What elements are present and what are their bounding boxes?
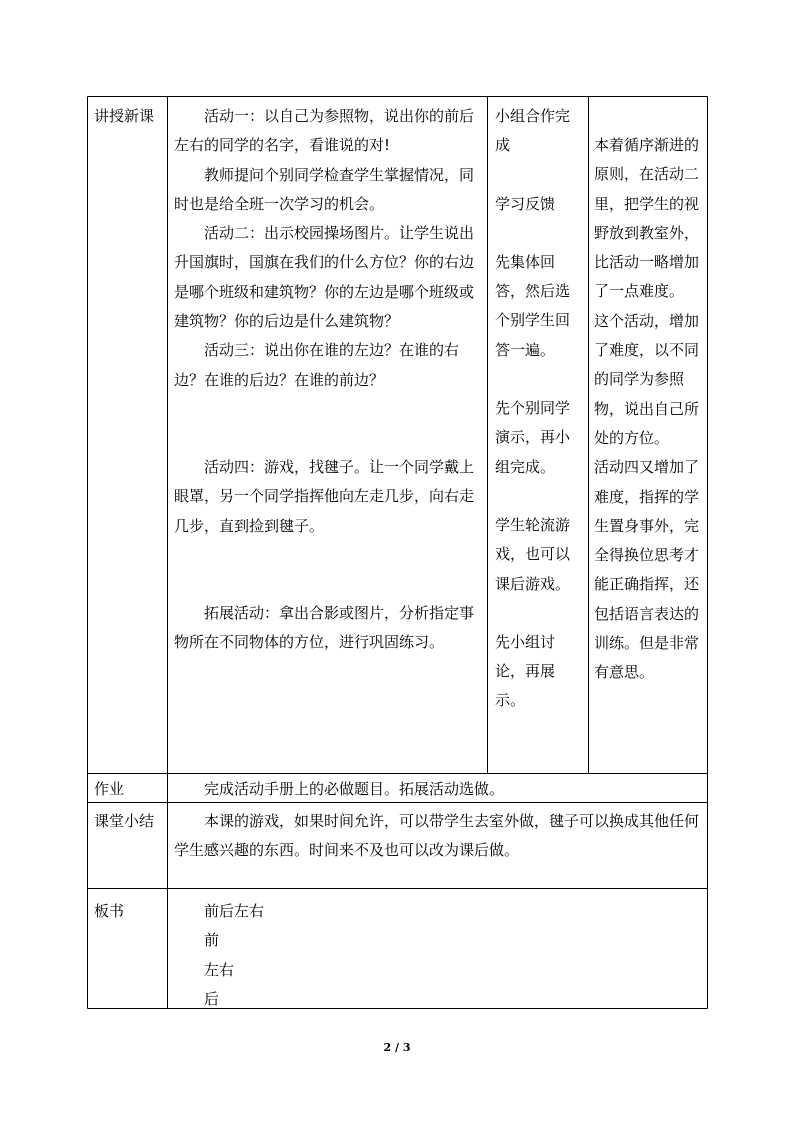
paragraph: 先小组讨论，再展示。 bbox=[495, 632, 556, 710]
paragraph: 小组合作完成 bbox=[495, 107, 571, 155]
paragraph: 学生轮流游戏，也可以课后游戏。 bbox=[495, 515, 571, 593]
paragraph: 拓展活动：拿出合影或图片，分析指定事物所在不同物体的方位，进行巩固练习。 bbox=[174, 603, 475, 652]
spacer bbox=[495, 482, 583, 511]
board-line: 左右 bbox=[204, 960, 235, 979]
paragraph: 活动一：以自己为参照物，说出你的前后左右的同学的名字，看谁说的对! bbox=[174, 107, 475, 155]
spacer bbox=[495, 599, 583, 628]
spacer bbox=[174, 541, 480, 599]
paragraph: 先个别同学演示，再小组完成。 bbox=[495, 399, 571, 476]
spacer bbox=[495, 365, 583, 394]
spacer bbox=[594, 102, 702, 131]
board-line: 后 bbox=[204, 989, 220, 1008]
design-notes bbox=[594, 102, 702, 688]
student-activity bbox=[495, 102, 583, 716]
paragraph: 活动三：说出你在谁的左边？在谁的右边？在谁的后边？在谁的前边？ bbox=[174, 341, 460, 389]
board-line: 前 bbox=[204, 931, 220, 950]
paragraph: 活动二：出示校园操场图片。让学生说出升国旗时，国旗在我们的什么方位？你的右边是哪个班级和建筑物？你的左边是哪个班级或建筑物？你的后边是什么建筑物？ bbox=[174, 224, 475, 331]
summary-label: 课堂小结 bbox=[94, 812, 155, 830]
spacer bbox=[495, 161, 583, 190]
paragraph: 活动四：游戏，找毽子。让一个同学戴上眼罩，另一个同学指挥他向左走几步，向右走几步，直到捡到毽子。 bbox=[174, 457, 475, 535]
lesson-label: 讲授新课 bbox=[94, 107, 155, 125]
homework-label: 作业 bbox=[94, 780, 125, 798]
summary-text: 本课的游戏，如果时间允许，可以带学生去室外做，毽子可以换成其他任何学生感兴趣的东西。时间来不及也可以改为课后做。 bbox=[174, 812, 700, 860]
board-label: 板书 bbox=[94, 902, 125, 920]
paragraph: 学习反馈 bbox=[495, 194, 556, 213]
paragraph: 本着循序渐进的原则，在活动二里，把学生的视野放到教室外，比活动一略增加了一点难度。 bbox=[594, 136, 700, 301]
paragraph: 这个活动，增加了难度，以不同的同学为参照物，说出自己所处的方位。 bbox=[594, 311, 700, 447]
homework-text: 完成活动手册上的必做题目。拓展活动选做。 bbox=[204, 780, 505, 798]
spacer bbox=[495, 219, 583, 248]
paragraph: 先集体回答，然后选个别学生回答一遍。 bbox=[495, 252, 571, 359]
lesson-content bbox=[174, 102, 480, 657]
board-line: 前后左右 bbox=[204, 902, 265, 920]
paragraph: 教师提问个别同学检查学生掌握情况，同时也是给全班一次学习的机会。 bbox=[174, 165, 475, 213]
board-content bbox=[204, 897, 504, 1014]
paragraph: 活动四又增加了难度，指挥的学生置身事外，完全得换位思考才能正确指挥，还包括语言表达的训练。但是非常有意思。 bbox=[594, 458, 700, 682]
page-number: 2 / 3 bbox=[383, 1041, 411, 1054]
spacer bbox=[174, 395, 480, 453]
